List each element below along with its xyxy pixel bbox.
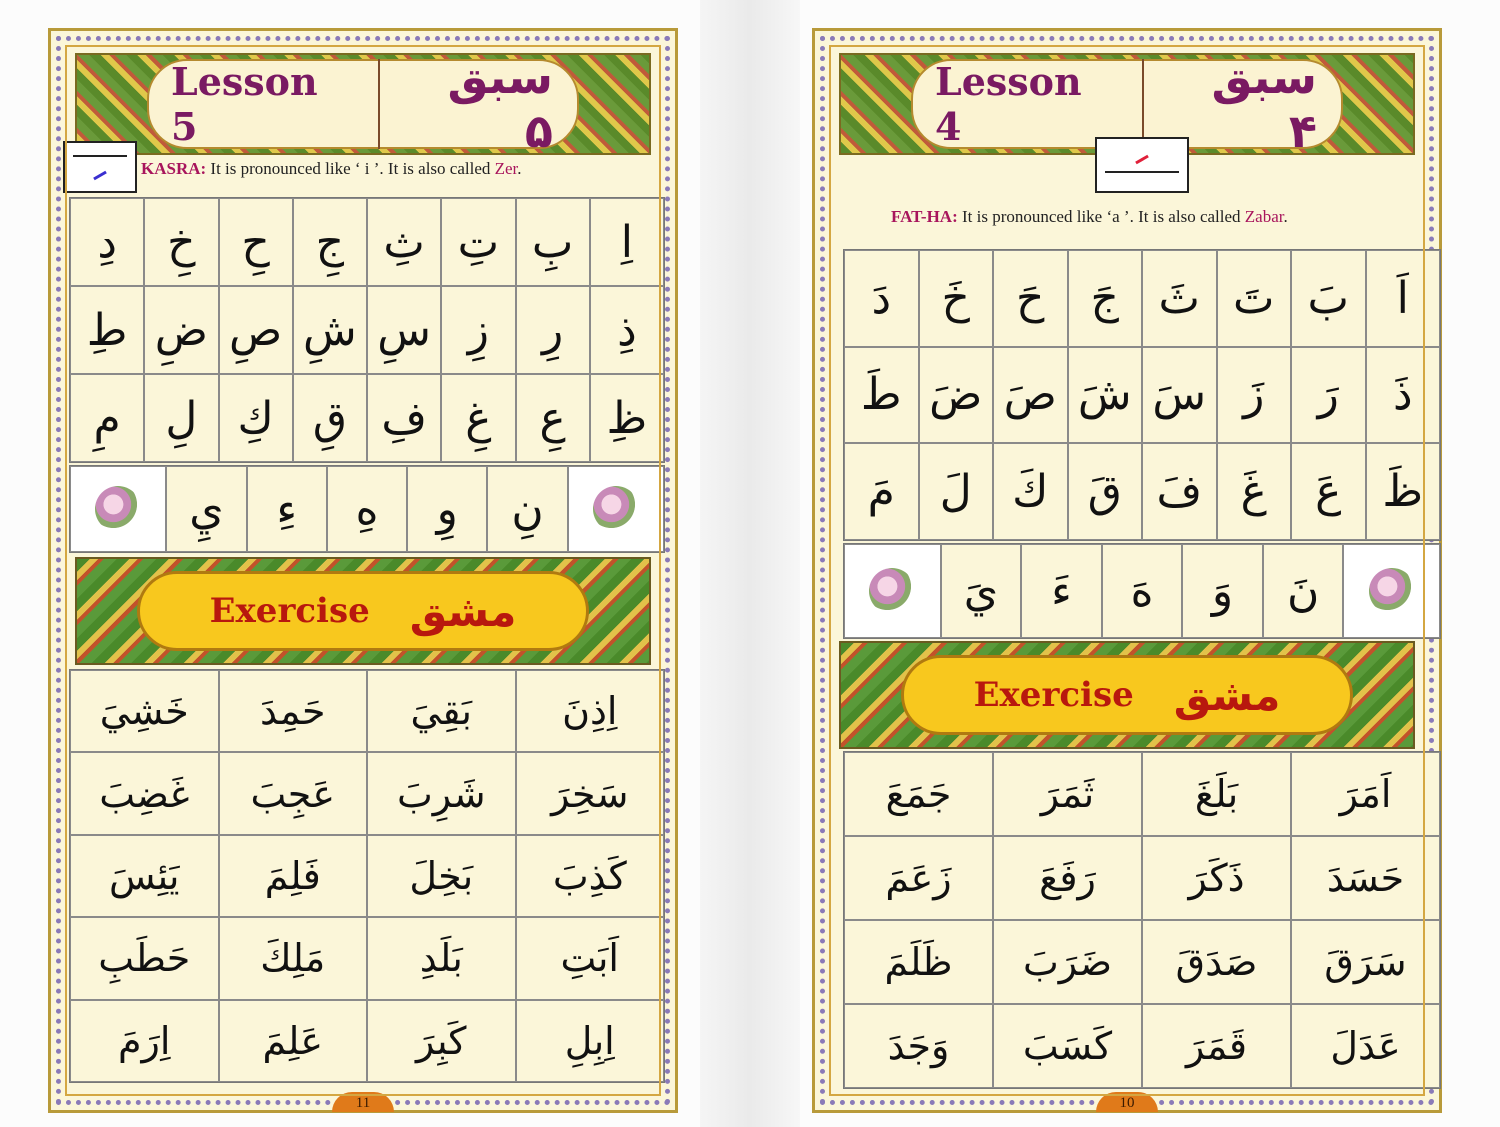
word-cell: اِرَمَ xyxy=(70,1000,219,1082)
letter-cell: رِ xyxy=(516,286,590,374)
word-cell: عَجِبَ xyxy=(219,752,368,834)
lesson-title-arabic: سبق ۴ xyxy=(1211,50,1317,158)
letter-cell: جِ xyxy=(293,198,367,286)
exercise-title-english: Exercise xyxy=(973,675,1134,715)
letter-cell: دِ xyxy=(70,198,144,286)
word-cell: غَضِبَ xyxy=(70,752,219,834)
flower-ornament-icon xyxy=(70,466,166,552)
letter-cell: لَ xyxy=(919,443,994,540)
exercise-title-arabic: مشق xyxy=(409,586,517,636)
page-number: 11 xyxy=(332,1092,394,1112)
letter-cell: تِ xyxy=(441,198,515,286)
letter-cell: خَ xyxy=(919,250,994,347)
fatha-sign-box xyxy=(1095,137,1189,193)
word-cell: مَلِكَ xyxy=(219,917,368,999)
desc-alt-name: Zabar xyxy=(1244,207,1284,226)
flower-ornament-icon xyxy=(844,544,941,638)
letter-cell: نَ xyxy=(1263,544,1344,638)
letter-cell: ءَ xyxy=(1021,544,1102,638)
desc-alt-name: Zer xyxy=(494,159,518,178)
desc-body: It is pronounced like ‘ i ’. It is also called xyxy=(206,159,495,178)
letter-cell: مَ xyxy=(844,443,919,540)
desc-term: FAT-HA: xyxy=(891,207,958,226)
word-cell: قَمَرَ xyxy=(1142,1004,1291,1088)
book-gutter xyxy=(700,0,800,1127)
letter-cell: شَ xyxy=(1068,347,1143,444)
word-cell: اَبَتِ xyxy=(516,917,665,999)
letter-cell: فِ xyxy=(367,374,441,462)
letter-cell: عِ xyxy=(516,374,590,462)
letter-cell: زِ xyxy=(441,286,515,374)
last-letters-row xyxy=(843,543,1441,639)
letter-cell: ضَ xyxy=(919,347,994,444)
lesson-title-english: Lesson 5 xyxy=(149,59,380,149)
word-cell: اِبِلِ xyxy=(516,1000,665,1082)
word-cell: سَخِرَ xyxy=(516,752,665,834)
letter-cell: ظَ xyxy=(1366,443,1441,540)
letter-cell: يِ xyxy=(166,466,246,552)
letter-cell: نِ xyxy=(487,466,567,552)
letter-cell: هَ xyxy=(1102,544,1183,638)
lesson-title-arabic: سبق ۵ xyxy=(447,50,553,158)
letter-cell: ءِ xyxy=(247,466,327,552)
letter-cell: اَ xyxy=(1366,250,1441,347)
letter-cell: يَ xyxy=(941,544,1022,638)
word-cell: عَلِمَ xyxy=(219,1000,368,1082)
exercise-banner xyxy=(75,557,651,665)
lesson-header xyxy=(75,50,651,158)
fatha-mark-icon xyxy=(1135,154,1149,164)
letter-cell: دَ xyxy=(844,250,919,347)
letter-cell: كَ xyxy=(993,443,1068,540)
letter-cell: كِ xyxy=(219,374,293,462)
exercise-words-grid xyxy=(69,669,665,1083)
letter-cell: غِ xyxy=(441,374,515,462)
letters-grid xyxy=(69,197,665,463)
word-cell: فَلِمَ xyxy=(219,835,368,917)
word-cell: شَرِبَ xyxy=(367,752,516,834)
word-cell: سَرَقَ xyxy=(1291,920,1440,1004)
letter-cell: وَ xyxy=(1182,544,1263,638)
exercise-plate xyxy=(901,655,1353,735)
word-cell: وَجَدَ xyxy=(844,1004,993,1088)
lesson-title-plate xyxy=(147,50,579,158)
letter-cell: ذِ xyxy=(590,286,664,374)
word-cell: بَقِيَ xyxy=(367,670,516,752)
letter-cell: تَ xyxy=(1217,250,1292,347)
letter-cell: حَ xyxy=(993,250,1068,347)
letter-cell: اِ xyxy=(590,198,664,286)
letter-cell: خِ xyxy=(144,198,218,286)
flower-ornament-icon xyxy=(568,466,664,552)
word-cell: ثَمَرَ xyxy=(993,752,1142,836)
letter-cell: وِ xyxy=(407,466,487,552)
letter-cell: غَ xyxy=(1217,443,1292,540)
word-cell: جَمَعَ xyxy=(844,752,993,836)
letter-cell: طِ xyxy=(70,286,144,374)
flower-ornament-icon xyxy=(1343,544,1440,638)
word-cell: زَعَمَ xyxy=(844,836,993,920)
word-cell: صَدَقَ xyxy=(1142,920,1291,1004)
lesson-title-plate xyxy=(911,50,1343,158)
base-line xyxy=(1105,171,1179,173)
letter-cell: زَ xyxy=(1217,347,1292,444)
letter-cell: ضِ xyxy=(144,286,218,374)
letter-cell: بَ xyxy=(1291,250,1366,347)
letter-cell: صِ xyxy=(219,286,293,374)
letter-cell: قِ xyxy=(293,374,367,462)
letter-cell: فَ xyxy=(1142,443,1217,540)
letter-cell: شِ xyxy=(293,286,367,374)
desc-end: . xyxy=(517,159,522,178)
letter-cell: ثَ xyxy=(1142,250,1217,347)
letter-cell: بِ xyxy=(516,198,590,286)
letter-cell: سَ xyxy=(1142,347,1217,444)
exercise-plate xyxy=(137,571,589,651)
word-cell: كَذِبَ xyxy=(516,835,665,917)
word-cell: عَدَلَ xyxy=(1291,1004,1440,1088)
letter-cell: قَ xyxy=(1068,443,1143,540)
word-cell: بَلَدِ xyxy=(367,917,516,999)
desc-term: KASRA: xyxy=(141,159,207,178)
letter-cell: جَ xyxy=(1068,250,1143,347)
letter-cell: لِ xyxy=(144,374,218,462)
letter-cell: سِ xyxy=(367,286,441,374)
letters-grid xyxy=(843,249,1441,541)
word-cell: اِذِنَ xyxy=(516,670,665,752)
letter-cell: هِ xyxy=(327,466,407,552)
fatha-description xyxy=(891,207,1288,227)
word-cell: خَشِيَ xyxy=(70,670,219,752)
base-line xyxy=(73,155,127,157)
word-cell: كَسَبَ xyxy=(993,1004,1142,1088)
exercise-title-arabic: مشق xyxy=(1173,670,1281,720)
word-cell: حَطَبِ xyxy=(70,917,219,999)
letter-cell: مِ xyxy=(70,374,144,462)
letter-cell: طَ xyxy=(844,347,919,444)
kasra-description xyxy=(141,159,522,179)
word-cell: ظَلَمَ xyxy=(844,920,993,1004)
word-cell: حَمِدَ xyxy=(219,670,368,752)
desc-body: It is pronounced like ‘a ’. It is also called xyxy=(957,207,1245,226)
letter-cell: حِ xyxy=(219,198,293,286)
page-lesson-4 xyxy=(812,28,1442,1113)
word-cell: حَسَدَ xyxy=(1291,836,1440,920)
letter-cell: صَ xyxy=(993,347,1068,444)
word-cell: ضَرَبَ xyxy=(993,920,1142,1004)
exercise-title-english: Exercise xyxy=(209,591,370,631)
word-cell: ذَكَرَ xyxy=(1142,836,1291,920)
letter-cell: ثِ xyxy=(367,198,441,286)
word-cell: يَئِسَ xyxy=(70,835,219,917)
page-number: 10 xyxy=(1096,1092,1158,1112)
letter-cell: عَ xyxy=(1291,443,1366,540)
page-lesson-5 xyxy=(48,28,678,1113)
exercise-words-grid xyxy=(843,751,1441,1089)
letter-cell: ذَ xyxy=(1366,347,1441,444)
desc-end: . xyxy=(1283,207,1288,226)
exercise-banner xyxy=(839,641,1415,749)
word-cell: رَفَعَ xyxy=(993,836,1142,920)
word-cell: اَمَرَ xyxy=(1291,752,1440,836)
letter-cell: ظِ xyxy=(590,374,664,462)
word-cell: كَبِرَ xyxy=(367,1000,516,1082)
kasra-sign-box xyxy=(63,141,137,193)
word-cell: بَلَغَ xyxy=(1142,752,1291,836)
word-cell: بَخِلَ xyxy=(367,835,516,917)
last-letters-row xyxy=(69,465,665,553)
letter-cell: رَ xyxy=(1291,347,1366,444)
kasra-mark-icon xyxy=(93,170,107,180)
lesson-title-english: Lesson 4 xyxy=(913,59,1144,149)
